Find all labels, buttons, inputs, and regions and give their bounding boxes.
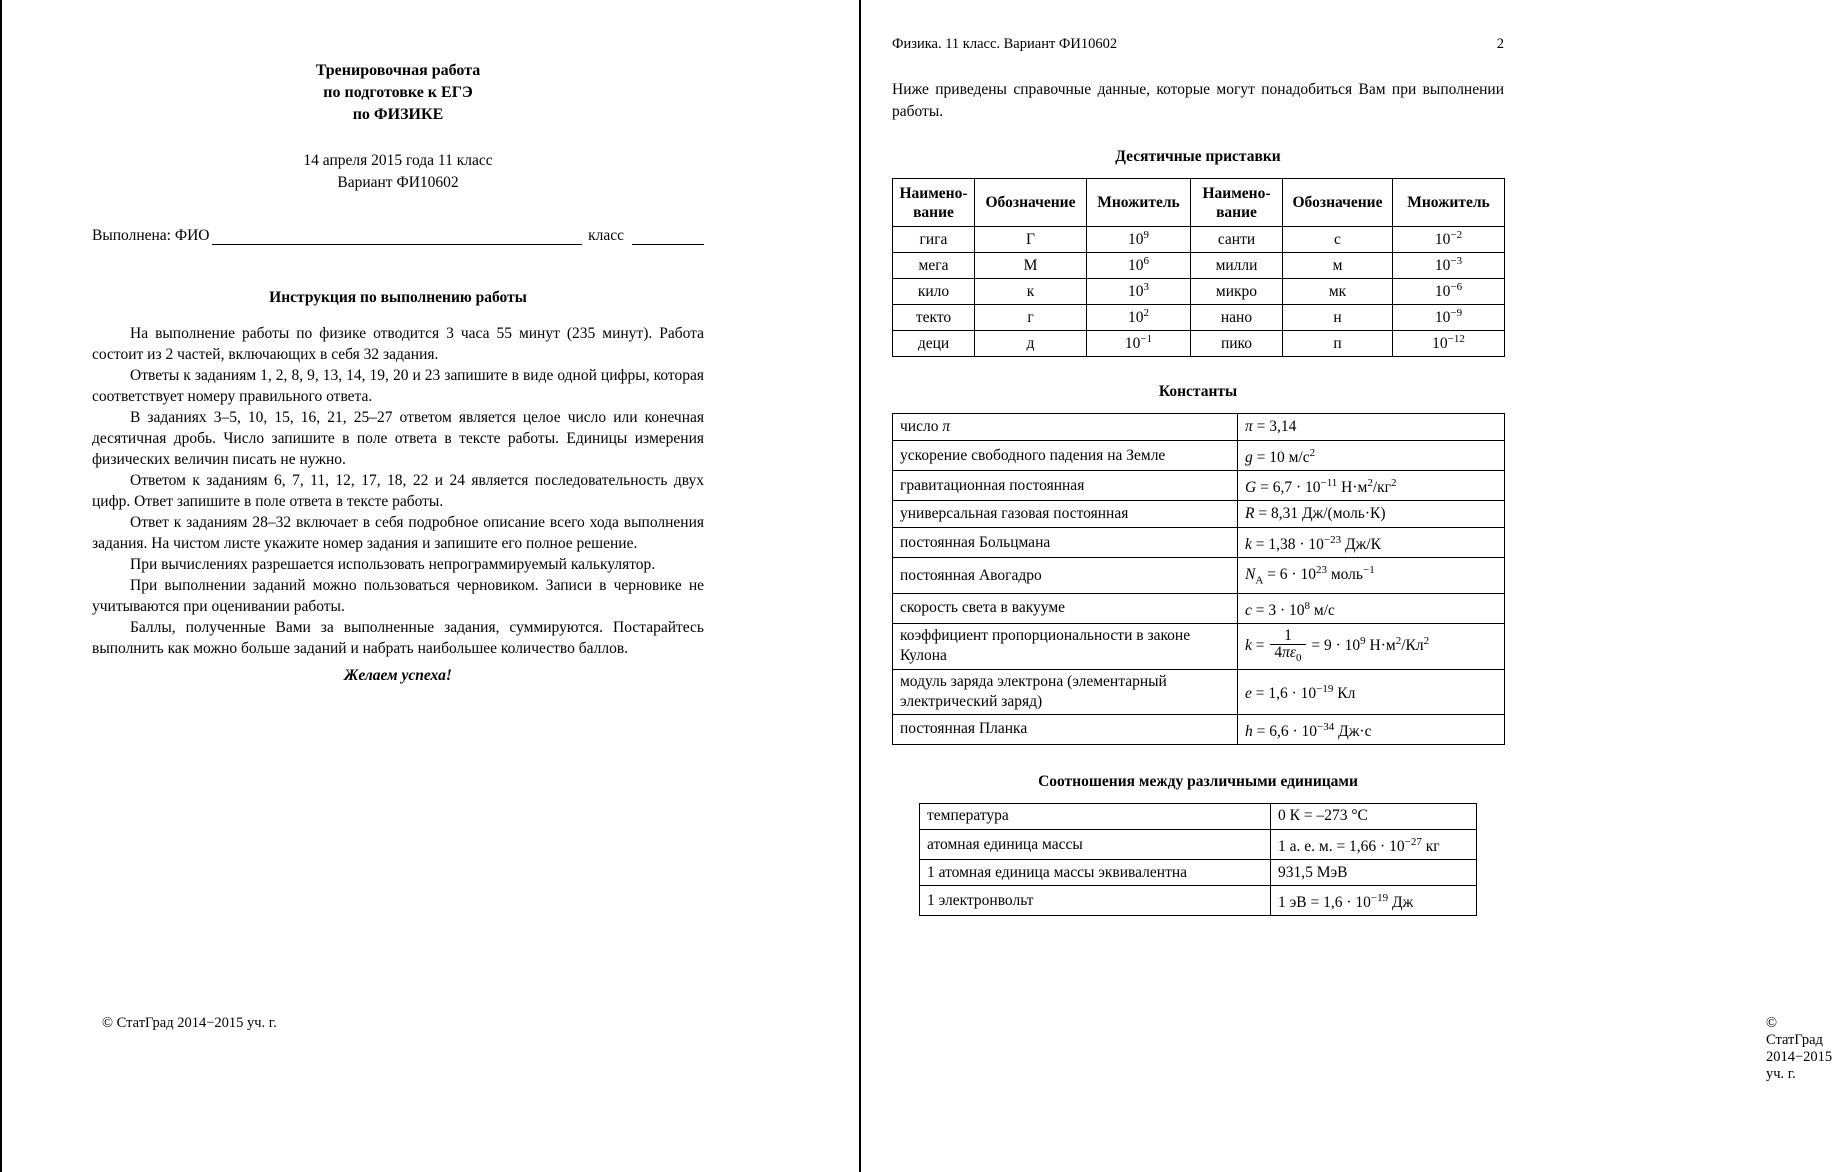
constant-name: ускорение свободного падения на Земле: [893, 441, 1238, 471]
prefix-cell: М: [975, 253, 1087, 279]
col-header-name-2: Наимено- вание: [1191, 179, 1283, 227]
constant-value: g = 10 $м/с^2$: [1238, 441, 1505, 471]
page-2-content: [892, 36, 1504, 916]
constant-row: [893, 414, 1505, 441]
unit-value: 1 а. е. м. = $1,66 \cdot 10^{-27}$ кг: [1271, 829, 1477, 859]
col-header-factor-1: Множитель: [1087, 179, 1191, 227]
success-wish: Желаем успеха!: [344, 667, 452, 684]
instruction-paragraph: Ответы к заданиям 1, 2, 8, 9, 13, 14, 19, 20 и 23 запишите в виде одной цифры, которая соответствует номеру правильного ответа.: [92, 367, 704, 405]
prefix-row: [893, 331, 1505, 357]
constant-value: $G = 6,7 \cdot 10^{-11}$ $Н\cdot м^2/кг^2$: [1238, 471, 1505, 501]
prefix-cell: санти: [1191, 227, 1283, 253]
prefix-cell: $10^{-2}$: [1393, 227, 1505, 253]
constant-name: постоянная Авогадро: [893, 558, 1238, 593]
name-field-line: [92, 226, 704, 245]
unit-value: 931,5 МэВ: [1271, 860, 1477, 886]
col-header-symbol-1: Обозначение: [975, 179, 1087, 227]
constant-name: скорость света в вакууме: [893, 593, 1238, 623]
constant-row: [893, 558, 1505, 593]
constant-row: [893, 441, 1505, 471]
performed-label: Выполнена: ФИО: [92, 227, 210, 244]
unit-name: 1 атомная единица массы эквивалентна: [920, 860, 1271, 886]
instruction-paragraph: При выполнении заданий можно пользоваться черновиком. Записи в черновике не учитываются при оценивании работы.: [92, 577, 704, 615]
constant-row: [893, 714, 1505, 744]
constant-row: [893, 593, 1505, 623]
prefix-row: [893, 227, 1505, 253]
footer-copyright-left: © СтатГрад 2014−2015 уч. г.: [102, 1015, 277, 1031]
decimal-prefixes-table: [892, 178, 1505, 357]
instruction-paragraph: При вычислениях разрешается использовать непрограммируемый калькулятор.: [130, 556, 656, 573]
constant-value: R = 8,31 Дж/(моль·К): [1238, 501, 1505, 528]
class-label: класс: [588, 227, 624, 244]
class-blank-field: [632, 226, 704, 245]
constants-table: [892, 413, 1505, 745]
prefix-row: [893, 305, 1505, 331]
col-header-symbol-2: Обозначение: [1283, 179, 1393, 227]
prefix-cell: деци: [893, 331, 975, 357]
constant-row: [893, 623, 1505, 669]
unit-row: [920, 829, 1477, 859]
footer-copyright-right: © СтатГрад 2014−2015 уч. г.: [1766, 1015, 1832, 1082]
constants-heading: Константы: [1158, 383, 1238, 400]
unit-row: [920, 803, 1477, 829]
constant-name: постоянная Планка: [893, 714, 1238, 744]
unit-row: [920, 886, 1477, 916]
prefix-cell: мк: [1283, 279, 1393, 305]
col-header-factor-2: Множитель: [1393, 179, 1505, 227]
prefix-cell: д: [975, 331, 1087, 357]
prefix-cell: Г: [975, 227, 1087, 253]
constant-name: коэффициент пропорциональности в законе Кулона: [893, 623, 1238, 669]
prefix-cell: микро: [1191, 279, 1283, 305]
constant-value: $e = 1,6 \cdot 10^{-19}$ Кл: [1238, 669, 1505, 714]
page-1-content: [92, 60, 704, 685]
prefix-cell: $10^{-3}$: [1393, 253, 1505, 279]
constant-value: $c = 3 \cdot 10^8$ м/с: [1238, 593, 1505, 623]
doc-title-line-3: по ФИЗИКЕ: [352, 106, 444, 123]
prefix-cell: $10^{-6}$: [1393, 279, 1505, 305]
page-number: 2: [1496, 36, 1504, 52]
prefix-cell: $10^{-1}$: [1087, 331, 1191, 357]
prefix-cell: н: [1283, 305, 1393, 331]
prefix-cell: п: [1283, 331, 1393, 357]
constant-value: $N_А = 6 \cdot 10^{23}$ моль$^{-1}$: [1238, 558, 1505, 593]
unit-name: температура: [920, 803, 1271, 829]
units-heading: Соотношения между различными единицами: [1038, 772, 1358, 790]
prefix-cell: $10^2$: [1087, 305, 1191, 331]
prefix-cell: $10^{-9}$: [1393, 305, 1505, 331]
instruction-paragraphs: [92, 323, 704, 659]
constant-name: число π: [893, 414, 1238, 441]
constant-row: [893, 501, 1505, 528]
prefixes-heading: Десятичные приставки: [1115, 148, 1281, 165]
prefix-cell: пико: [1191, 331, 1283, 357]
running-header-title: Физика. 11 класс. Вариант ФИ10602: [892, 36, 1118, 52]
instruction-paragraph: Ответом к заданиям 6, 7, 11, 12, 17, 18, 22 и 24 является последовательность двух цифр. Ответ запишите в поле ответа в тексте работы.: [92, 472, 704, 510]
constant-value: π = 3,14: [1238, 414, 1505, 441]
prefix-cell: к: [975, 279, 1087, 305]
prefix-cell: $10^9$: [1087, 227, 1191, 253]
page-2: [859, 0, 1832, 1172]
constant-row: [893, 669, 1505, 714]
prefix-cell: $10^3$: [1087, 279, 1191, 305]
unit-row: [920, 860, 1477, 886]
constant-row: [893, 471, 1505, 501]
prefix-cell: м: [1283, 253, 1393, 279]
constant-name: модуль заряда электрона (элементарный электрический заряд): [893, 669, 1238, 714]
page-1: [2, 0, 859, 1172]
prefix-cell: милли: [1191, 253, 1283, 279]
prefix-cell: кило: [893, 279, 975, 305]
constant-value: $k = 1,38 \cdot 10^{-23}$ Дж/К: [1238, 528, 1505, 558]
prefix-cell: текто: [893, 305, 975, 331]
prefix-cell: г: [975, 305, 1087, 331]
constant-row: [893, 528, 1505, 558]
doc-title-line-1: Тренировочная работа: [315, 62, 481, 79]
unit-relations-table: [919, 803, 1477, 916]
col-header-name-1: Наимено- вание: [893, 179, 975, 227]
instruction-heading: Инструкция по выполнению работы: [269, 289, 527, 306]
instruction-paragraph: Баллы, полученные Вами за выполненные задания, суммируются. Постарайтесь выполнить как можно больше заданий и набрать наибольшее количество баллов.: [92, 619, 704, 657]
prefix-cell: мега: [893, 253, 975, 279]
prefix-cell: нано: [1191, 305, 1283, 331]
reference-intro-paragraph: Ниже приведены справочные данные, которые могут понадобиться Вам при выполнении работы.: [892, 81, 1504, 120]
prefix-cell: гига: [893, 227, 975, 253]
prefix-cell: $10^{-12}$: [1393, 331, 1505, 357]
prefix-cell: $10^6$: [1087, 253, 1191, 279]
unit-value: 0 К = –273 °С: [1271, 803, 1477, 829]
running-header: [892, 36, 1504, 53]
instruction-paragraph: Ответ к заданиям 28–32 включает в себя подробное описание всего хода выполнения задания. На чистом листе укажите номер задания и запишите его полное решение.: [92, 514, 704, 552]
unit-name: атомная единица массы: [920, 829, 1271, 859]
prefix-row: [893, 253, 1505, 279]
constant-name: гравитационная постоянная: [893, 471, 1238, 501]
prefixes-header-row: [893, 179, 1505, 227]
constant-name: универсальная газовая постоянная: [893, 501, 1238, 528]
unit-name: 1 электронвольт: [920, 886, 1271, 916]
unit-value: 1 эВ = $1,6 \cdot 10^{-19}$ Дж: [1271, 886, 1477, 916]
constant-name: постоянная Больцмана: [893, 528, 1238, 558]
constant-value: k = $\frac{1}{4\pi\varepsilon_0}$ = $9 \cdot 10^9$ $Н\cdot м^2/Кл^2$: [1238, 623, 1505, 669]
variant-line: Вариант ФИ10602: [337, 174, 459, 191]
prefix-row: [893, 279, 1505, 305]
doc-title-line-2: по подготовке к ЕГЭ: [323, 84, 473, 101]
date-line: 14 апреля 2015 года 11 класс: [303, 152, 493, 169]
constant-value: $h = 6,6 \cdot 10^{-34}$ Дж·с: [1238, 714, 1505, 744]
name-blank-field: [212, 226, 583, 245]
instruction-paragraph: В заданиях 3–5, 10, 15, 16, 21, 25–27 ответом является целое число или конечная десятичная дробь. Число запишите в поле ответа в тексте работы. Единицы измерения физических величин писать не нужно.: [92, 409, 704, 468]
instruction-paragraph: На выполнение работы по физике отводится 3 часа 55 минут (235 минут). Работа состоит из 2 частей, включающих в себя 32 задания.: [92, 325, 704, 363]
prefix-cell: с: [1283, 227, 1393, 253]
